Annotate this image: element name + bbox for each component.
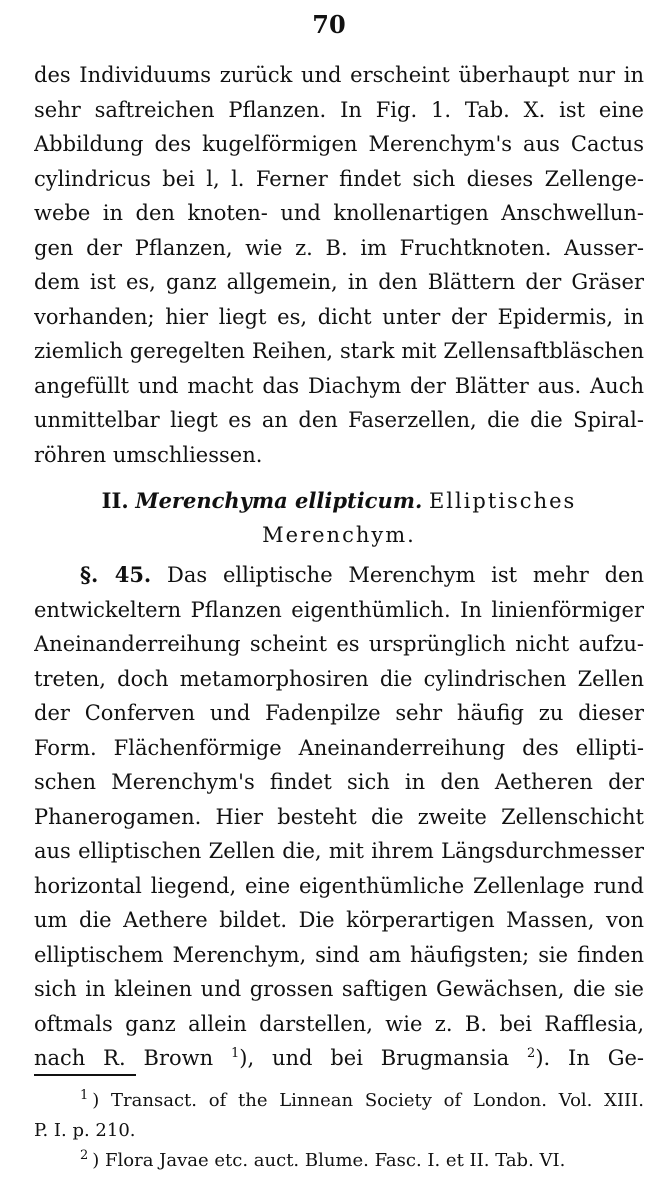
text-line: vorhanden; hier liegt es, dicht unter der Epidermis, in	[34, 304, 644, 329]
text-line: oftmals ganz allein darstellen, wie z. B. bei Rafflesia,	[34, 1011, 644, 1036]
paragraph-2	[34, 558, 644, 1076]
text-line: des Individuums zurück und erscheint überhaupt nur in	[34, 63, 644, 87]
text-line-first	[34, 558, 644, 593]
text-line: um die Aethere bildet. Die körperartigen Massen, von	[34, 908, 644, 932]
section-heading-line-1	[34, 484, 644, 518]
text-fragment: Das elliptische Merenchym ist mehr den	[167, 563, 644, 587]
text-line: horizontal liegend, eine eigenthümliche Zellenlage rund	[34, 873, 644, 898]
text-fragment: nach R. Brown	[34, 1046, 214, 1070]
footnote-1	[34, 1086, 644, 1116]
paragraph-1	[34, 58, 644, 472]
text-line: der Conferven und Fadenpilze sehr häufig zu dieser	[34, 701, 644, 725]
footnote-marker	[80, 1086, 88, 1116]
footnote-2	[34, 1146, 644, 1176]
text-line: entwickeltern Pflanzen eigenthümlich. In linienförmiger	[34, 597, 644, 622]
section-german-title-continued: Merenchym.	[262, 523, 416, 547]
text-line: sich in kleinen und grossen saftigen Gewächsen, die sie	[34, 977, 644, 1001]
text-line: webe in den knoten- und knollenartigen Anschwellun-	[34, 201, 644, 225]
footnote-ref-2: 2	[527, 1046, 536, 1061]
page-number: 70	[312, 10, 346, 39]
footnote-number: 2	[80, 1148, 89, 1163]
text-line: Form. Flächenförmige Aneinanderreihung des ellipti-	[34, 735, 644, 760]
section-german-title: Elliptisches	[428, 489, 577, 513]
text-line: aus elliptischen Zellen die, mit ihrem Längsdurchmesser	[34, 839, 644, 863]
text-line: treten, doch metamorphosiren die cylindrischen Zellen	[34, 666, 644, 691]
text-line: angefüllt und macht das Diachym der Blätter aus. Auch	[34, 373, 644, 398]
text-line: Abbildung des kugelförmigen Merenchym's aus Cactus	[34, 132, 644, 156]
footnote-text: ) Transact. of the Linnean Society of London. Vol. XIII.	[92, 1090, 644, 1111]
text-line: sehr saftreichen Pflanzen. In Fig. 1. Tab. X. ist eine	[34, 97, 644, 122]
text-line: gen der Pflanzen, wie z. B. im Fruchtknoten. Ausser-	[34, 235, 644, 260]
footnote-marker	[80, 1146, 88, 1176]
text-line: dem ist es, ganz allgemein, in den Blättern der Gräser	[34, 270, 644, 294]
section-latin-title: Merenchyma ellipticum.	[135, 488, 423, 513]
section-heading	[34, 484, 644, 552]
footnote-text: ) Flora Javae etc. auct. Blume. Fasc. I. et II. Tab. VI.	[92, 1150, 566, 1171]
text-fragment: ). In Ge-	[535, 1046, 644, 1070]
text-line: Phanerogamen. Hier besteht die zweite Zellenschicht	[34, 804, 644, 829]
footnote-divider	[34, 1074, 136, 1076]
footnotes	[34, 1086, 644, 1176]
footnote-1-continuation: P. I. p. 210.	[34, 1120, 136, 1141]
text-line: Aneinanderreihung scheint es ursprünglich nicht aufzu-	[34, 632, 644, 656]
text-line: schen Merenchym's findet sich in den Aetheren der	[34, 770, 644, 794]
text-line: elliptischem Merenchym, sind am häufigsten; sie finden	[34, 942, 644, 967]
text-line: unmittelbar liegt es an den Faserzellen, die die Spiral-	[34, 408, 644, 432]
section-numeral: II.	[101, 488, 129, 513]
footnote-number: 1	[80, 1088, 89, 1103]
text-fragment: ), und bei Brugmansia	[239, 1046, 510, 1070]
section-symbol: §. 45.	[80, 562, 152, 587]
text-line: röhren umschliessen.	[34, 442, 263, 467]
text-line-last	[34, 1041, 644, 1076]
text-line: cylindricus bei l, l. Ferner findet sich dieses Zellenge-	[34, 166, 644, 191]
footnote-ref-1: 1	[230, 1046, 240, 1061]
text-line: ziemlich geregelten Reihen, stark mit Zellensaftbläschen	[34, 339, 644, 363]
